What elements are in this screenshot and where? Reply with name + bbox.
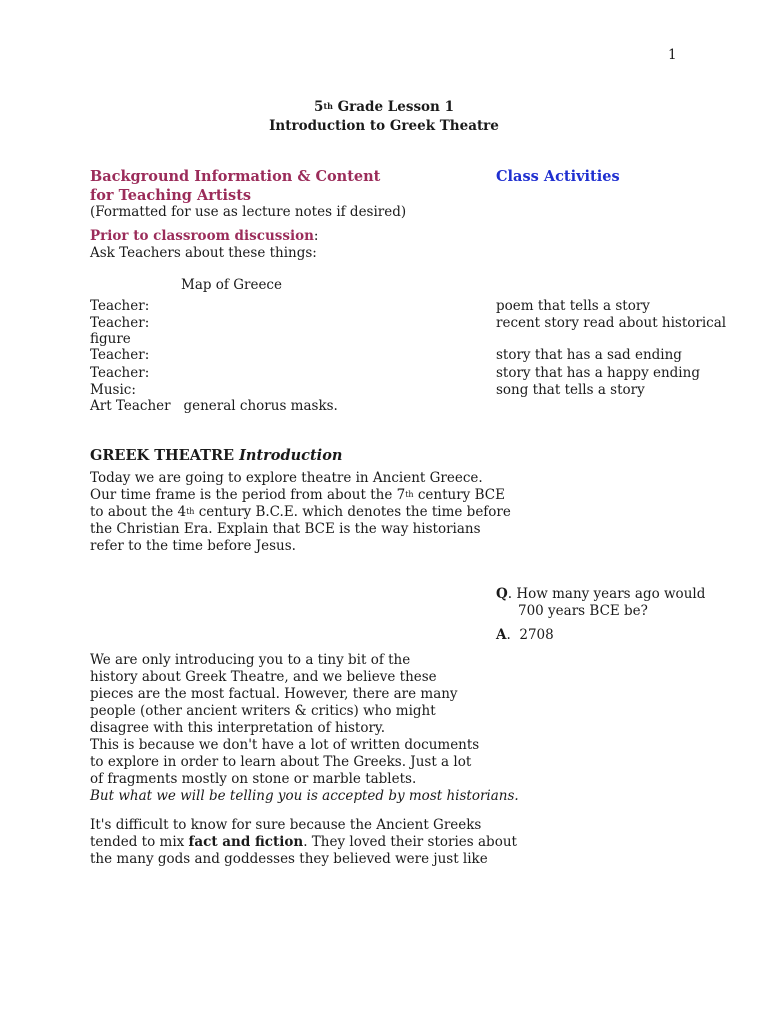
background-heading-line2: for Teaching Artists xyxy=(90,187,252,204)
map-of-greece-label: Map of Greece xyxy=(181,277,282,293)
intro-paragraph: Today we are going to explore theatre in Ancient Greece. Our time frame is the period from about the 7th century BCE to about the 4th century B.C.E. which denotes the time before the Christian Era. Explain that BCE is the way historians refer to the time before Jesus. xyxy=(90,470,511,554)
teacher-row-left: Teacher: xyxy=(90,298,150,314)
page-number: 1 xyxy=(668,47,677,63)
lesson-title: Introduction to Greek Theatre xyxy=(269,118,499,134)
teacher-row-right: poem that tells a story xyxy=(496,298,650,314)
teacher-row-left: Teacher: xyxy=(90,365,150,381)
teacher-row-left: Art Teacher general chorus masks. xyxy=(90,398,338,414)
historians-italic-line: But what we will be telling you is accepted by most historians. xyxy=(90,788,519,804)
history-paragraph: We are only introducing you to a tiny bit of the history about Greek Theatre, and we believe these pieces are the most factual. However, there are many people (other ancient writers & critics) who might disagree with this interpretation of history. This is because we don't have a lot of written documents to explore in order to learn about The Greeks. Just a lot of fragments mostly on stone or marble tablets. But what we will be telling you is accepted by most historians. xyxy=(90,652,519,804)
teacher-row-right: story that has a happy ending xyxy=(496,365,700,381)
question-line2: 700 years BCE be? xyxy=(518,603,648,619)
teacher-row-left: Music: xyxy=(90,382,136,398)
fact-fiction-paragraph: It's difficult to know for sure because the Ancient Greeks tended to mix fact and fiction. They loved their stories about the many gods and goddesses they believed were just like xyxy=(90,817,517,867)
teacher-row-left: Teacher: xyxy=(90,347,150,363)
teacher-row-right: recent story read about historical xyxy=(496,315,727,331)
ask-teachers-text: Ask Teachers about these things: xyxy=(90,245,317,261)
question-line1: Q. How many years ago would xyxy=(496,586,706,602)
answer-line: A. 2708 xyxy=(496,627,554,643)
format-note: (Formatted for use as lecture notes if desired) xyxy=(90,204,407,220)
prior-discussion-label: Prior to classroom discussion: xyxy=(90,228,319,244)
teacher-row-right: story that has a sad ending xyxy=(496,347,682,363)
teacher-row-right: song that tells a story xyxy=(496,382,645,398)
teacher-row-left: figure xyxy=(90,331,131,347)
teacher-row-left: Teacher: xyxy=(90,315,150,331)
class-activities-heading: Class Activities xyxy=(496,168,620,185)
background-heading-line1: Background Information & Content xyxy=(90,168,381,185)
grade-lesson-heading: 5th Grade Lesson 1 xyxy=(314,99,454,115)
greek-theatre-heading: GREEK THEATRE Introduction xyxy=(90,447,343,464)
